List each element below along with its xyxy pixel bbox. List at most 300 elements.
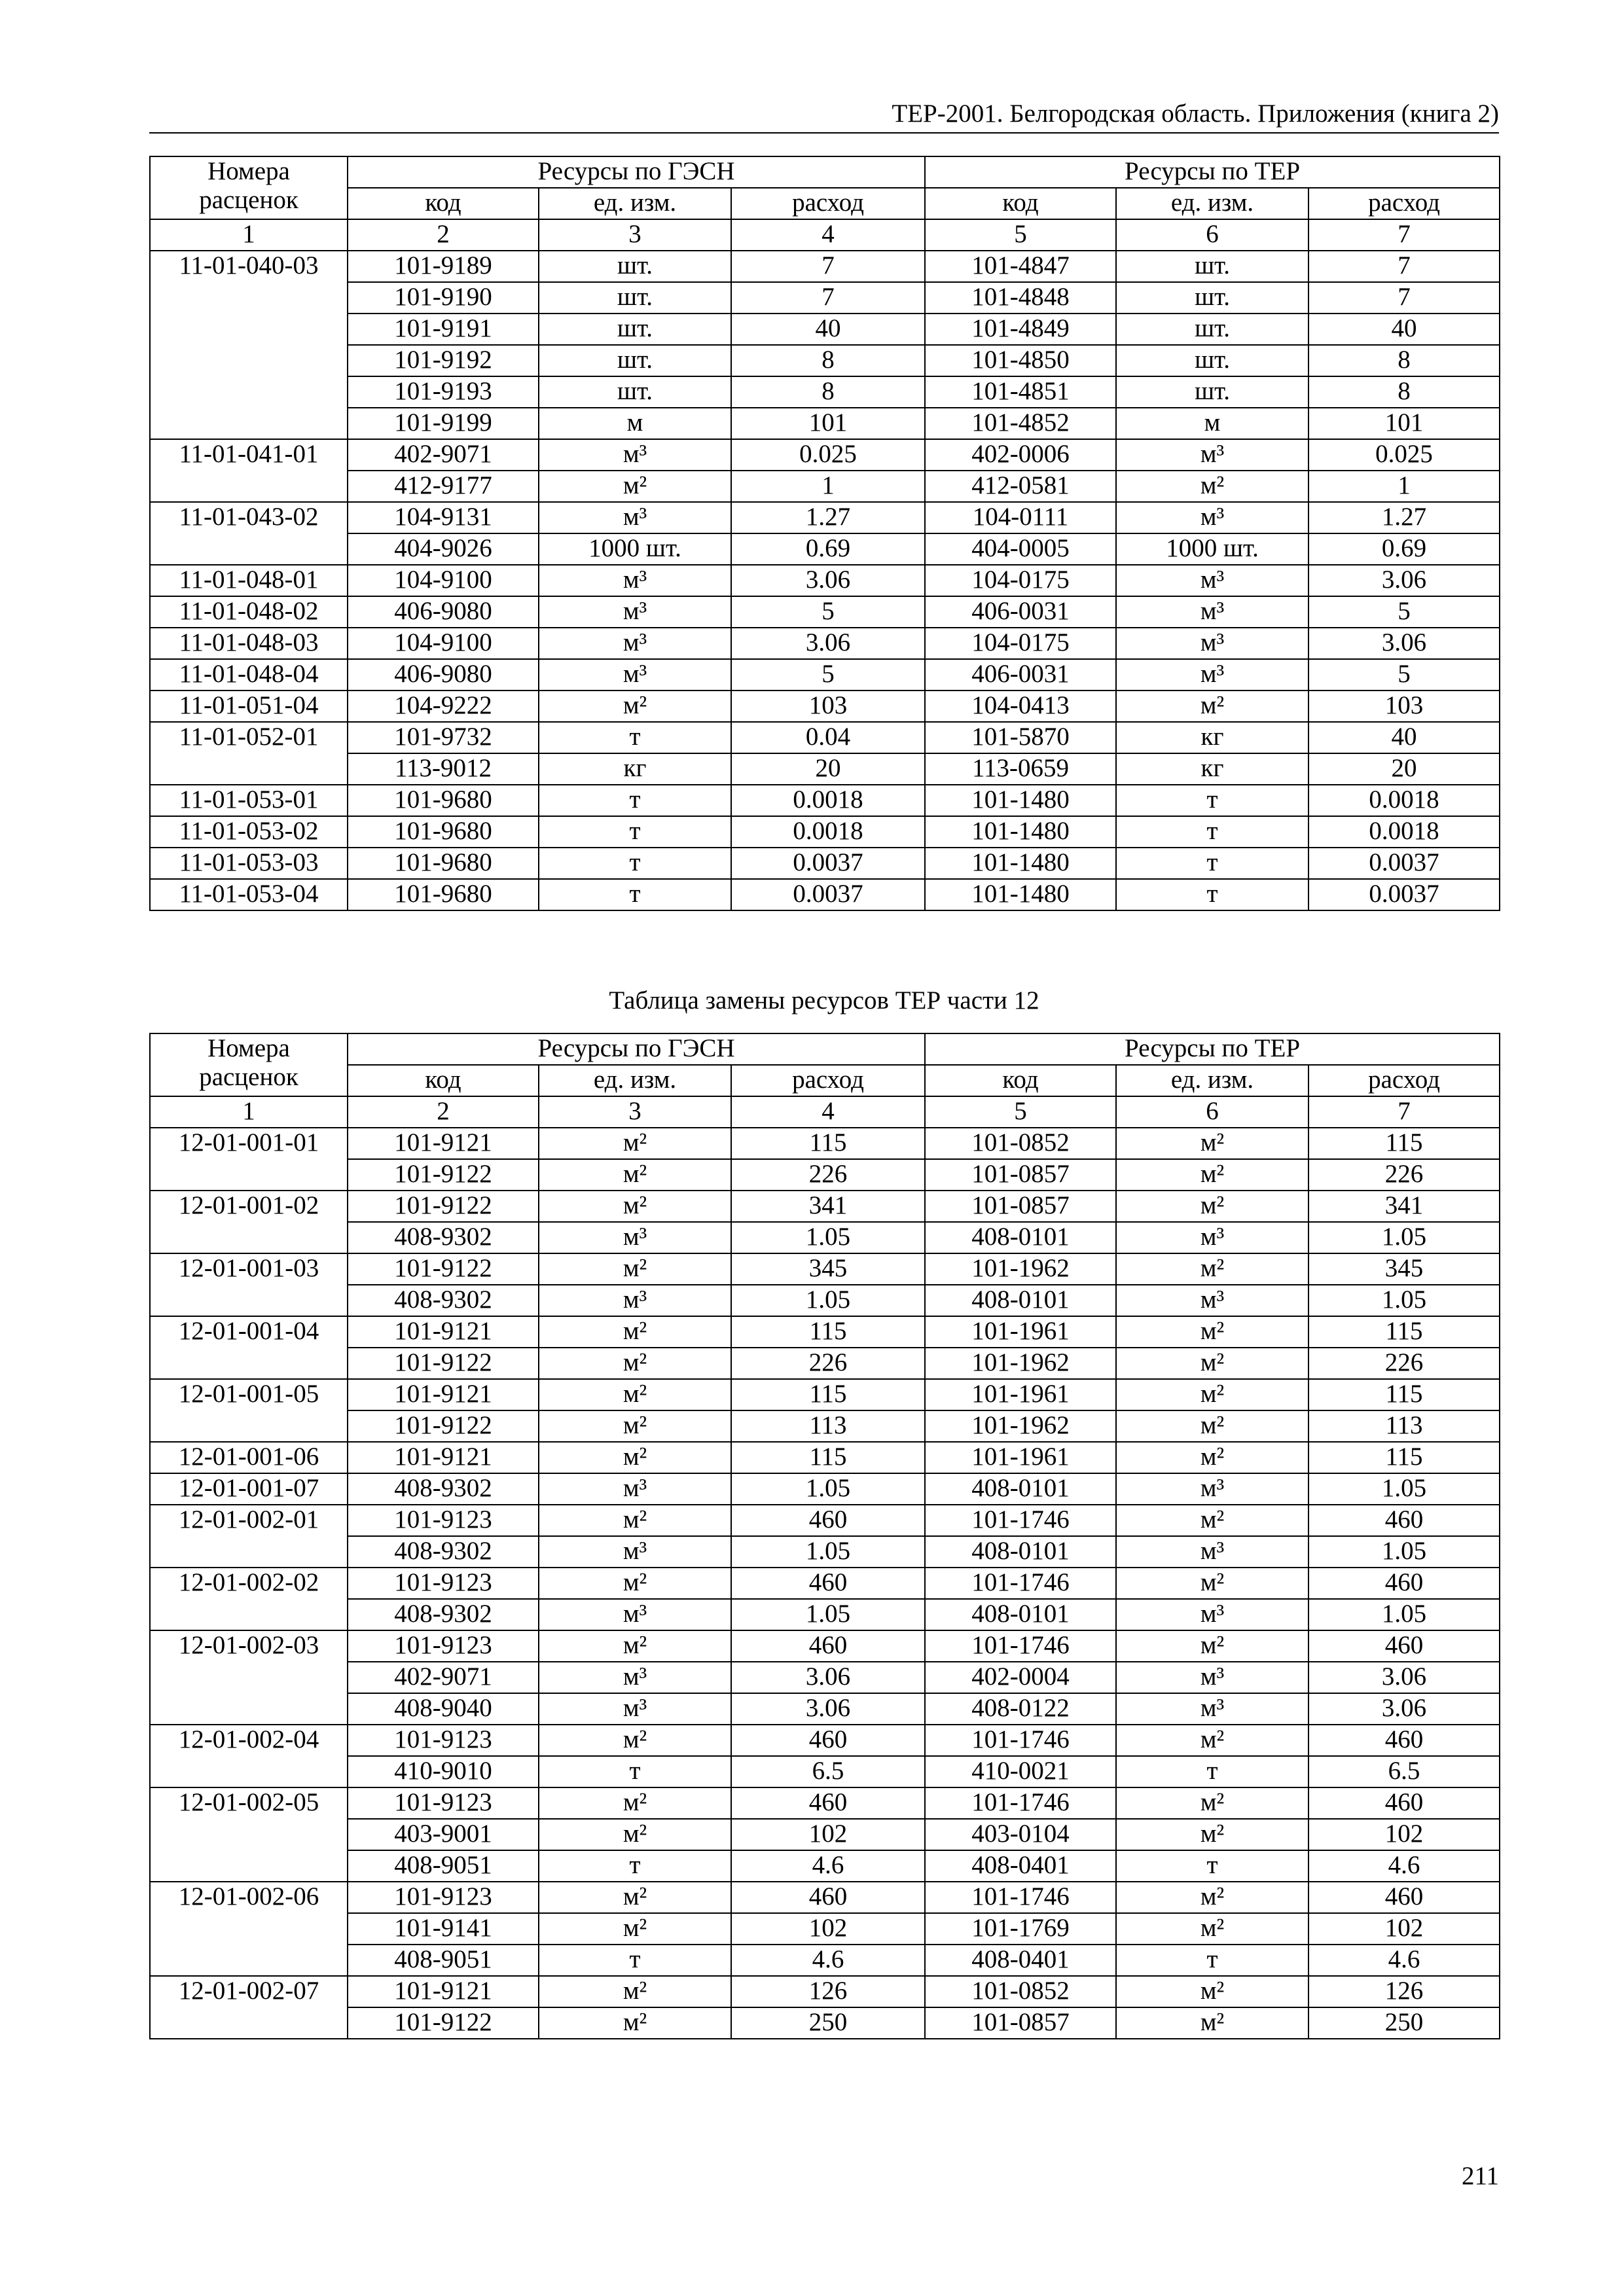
table-row bbox=[150, 659, 1500, 691]
rate-number-cell: 11-01-048-01 bbox=[150, 565, 348, 596]
ter-unit-header: ед. изм. bbox=[1116, 188, 1308, 219]
gesn-consumption-cell: 226 bbox=[731, 1348, 925, 1379]
gesn-code-cell: 406-9080 bbox=[348, 659, 539, 691]
table-row bbox=[150, 1693, 1500, 1725]
ter-code-cell: 104-0175 bbox=[925, 565, 1116, 596]
gesn-code-cell: 408-9302 bbox=[348, 1473, 539, 1505]
gesn-unit-cell: м² bbox=[539, 1976, 731, 2007]
rate-number-cell: 12-01-002-04 bbox=[150, 1725, 348, 1787]
rate-number-cell: 12-01-002-02 bbox=[150, 1568, 348, 1630]
gesn-consumption-cell: 40 bbox=[731, 314, 925, 345]
ter-code-cell: 101-0857 bbox=[925, 2007, 1116, 2039]
rate-number-cell: 12-01-002-05 bbox=[150, 1787, 348, 1882]
rate-number-cell: 12-01-001-03 bbox=[150, 1253, 348, 1316]
table-row bbox=[150, 1348, 1500, 1379]
ter-code-cell: 101-1480 bbox=[925, 785, 1116, 816]
table-row bbox=[150, 1850, 1500, 1882]
table-row bbox=[150, 439, 1500, 471]
ter-group-header: Ресурсы по ТЕР bbox=[925, 1033, 1500, 1065]
ter-unit-cell: м³ bbox=[1116, 565, 1308, 596]
table-row bbox=[150, 1536, 1500, 1568]
ter-consumption-cell: 4.6 bbox=[1308, 1850, 1500, 1882]
table-row bbox=[150, 565, 1500, 596]
rate-number-cell: 11-01-053-03 bbox=[150, 848, 348, 879]
ter-code-cell: 408-0122 bbox=[925, 1693, 1116, 1725]
ter-unit-cell: м³ bbox=[1116, 1693, 1308, 1725]
table-row bbox=[150, 1379, 1500, 1410]
ter-consumption-cell: 341 bbox=[1308, 1191, 1500, 1222]
ter-unit-cell: шт. bbox=[1116, 251, 1308, 282]
gesn-group-header: Ресурсы по ГЭСН bbox=[348, 1033, 925, 1065]
gesn-unit-cell: м² bbox=[539, 1128, 731, 1159]
gesn-unit-cell: м² bbox=[539, 1725, 731, 1756]
ter-unit-cell: м² bbox=[1116, 1442, 1308, 1473]
ter-code-cell: 101-1746 bbox=[925, 1568, 1116, 1599]
ter-consumption-cell: 3.06 bbox=[1308, 1662, 1500, 1693]
ter-code-cell: 101-0857 bbox=[925, 1191, 1116, 1222]
resource-table-part-12 bbox=[149, 1033, 1500, 2039]
gesn-code-cell: 101-9680 bbox=[348, 816, 539, 848]
gesn-unit-cell: кг bbox=[539, 753, 731, 785]
gesn-consumption-cell: 1.05 bbox=[731, 1473, 925, 1505]
table-row bbox=[150, 1285, 1500, 1316]
column-number: 7 bbox=[1308, 1096, 1500, 1128]
ter-group-header: Ресурсы по ТЕР bbox=[925, 156, 1500, 188]
gesn-code-cell: 410-9010 bbox=[348, 1756, 539, 1787]
rate-number-cell: 12-01-001-05 bbox=[150, 1379, 348, 1442]
gesn-consumption-cell: 1 bbox=[731, 471, 925, 502]
ter-unit-cell: м³ bbox=[1116, 1473, 1308, 1505]
gesn-consumption-cell: 7 bbox=[731, 251, 925, 282]
gesn-code-cell: 408-9051 bbox=[348, 1850, 539, 1882]
gesn-code-cell: 104-9100 bbox=[348, 628, 539, 659]
column-number: 2 bbox=[348, 1096, 539, 1128]
ter-consumption-cell: 1.05 bbox=[1308, 1536, 1500, 1568]
table-row bbox=[150, 1756, 1500, 1787]
table-row bbox=[150, 282, 1500, 314]
gesn-code-cell: 101-9123 bbox=[348, 1882, 539, 1913]
table-row bbox=[150, 1662, 1500, 1693]
ter-consumption-cell: 460 bbox=[1308, 1787, 1500, 1819]
ter-consumption-cell: 7 bbox=[1308, 251, 1500, 282]
table-row bbox=[150, 1599, 1500, 1630]
ter-consumption-cell: 3.06 bbox=[1308, 565, 1500, 596]
gesn-consumption-cell: 460 bbox=[731, 1787, 925, 1819]
ter-unit-cell: м² bbox=[1116, 1128, 1308, 1159]
ter-unit-cell: м² bbox=[1116, 1316, 1308, 1348]
gesn-unit-cell: м² bbox=[539, 1442, 731, 1473]
gesn-code-cell: 408-9302 bbox=[348, 1222, 539, 1253]
table-row bbox=[150, 314, 1500, 345]
column-number: 4 bbox=[731, 219, 925, 251]
gesn-unit-header: ед. изм. bbox=[539, 1065, 731, 1096]
gesn-unit-cell: м³ bbox=[539, 1693, 731, 1725]
ter-code-cell: 410-0021 bbox=[925, 1756, 1116, 1787]
table-row bbox=[150, 376, 1500, 408]
ter-unit-cell: шт. bbox=[1116, 282, 1308, 314]
ter-consumption-cell: 102 bbox=[1308, 1913, 1500, 1945]
column-number-row bbox=[150, 219, 1500, 251]
ter-consumption-cell: 345 bbox=[1308, 1253, 1500, 1285]
gesn-unit-cell: м³ bbox=[539, 1662, 731, 1693]
table-row bbox=[150, 1787, 1500, 1819]
gesn-code-cell: 412-9177 bbox=[348, 471, 539, 502]
ter-code-cell: 104-0413 bbox=[925, 691, 1116, 722]
column-number: 3 bbox=[539, 1096, 731, 1128]
ter-code-cell: 406-0031 bbox=[925, 659, 1116, 691]
gesn-unit-cell: м² bbox=[539, 1253, 731, 1285]
rate-number-cell: 12-01-001-01 bbox=[150, 1128, 348, 1191]
ter-unit-cell: м² bbox=[1116, 1819, 1308, 1850]
ter-consumption-cell: 40 bbox=[1308, 722, 1500, 753]
rate-number-cell: 11-01-048-04 bbox=[150, 659, 348, 691]
ter-consumption-cell: 5 bbox=[1308, 659, 1500, 691]
ter-code-cell: 101-0852 bbox=[925, 1976, 1116, 2007]
table-row bbox=[150, 251, 1500, 282]
ter-code-cell: 101-5870 bbox=[925, 722, 1116, 753]
gesn-code-cell: 101-9680 bbox=[348, 785, 539, 816]
header-rule bbox=[149, 132, 1499, 134]
ter-code-cell: 403-0104 bbox=[925, 1819, 1116, 1850]
ter-code-cell: 104-0111 bbox=[925, 502, 1116, 533]
table-row bbox=[150, 1442, 1500, 1473]
gesn-consumption-cell: 3.06 bbox=[731, 565, 925, 596]
gesn-code-cell: 104-9222 bbox=[348, 691, 539, 722]
gesn-unit-cell: м² bbox=[539, 471, 731, 502]
ter-unit-cell: м³ bbox=[1116, 1662, 1308, 1693]
ter-unit-cell: м² bbox=[1116, 1410, 1308, 1442]
gesn-consumption-cell: 102 bbox=[731, 1913, 925, 1945]
ter-code-cell: 101-4848 bbox=[925, 282, 1116, 314]
ter-unit-cell: м bbox=[1116, 408, 1308, 439]
gesn-unit-cell: м² bbox=[539, 1913, 731, 1945]
gesn-code-cell: 402-9071 bbox=[348, 1662, 539, 1693]
gesn-code-header: код bbox=[348, 188, 539, 219]
gesn-code-header: код bbox=[348, 1065, 539, 1096]
rate-number-cell: 11-01-043-02 bbox=[150, 502, 348, 565]
gesn-code-cell: 101-9680 bbox=[348, 879, 539, 910]
table-row bbox=[150, 345, 1500, 376]
gesn-unit-cell: м³ bbox=[539, 439, 731, 471]
gesn-unit-cell: м² bbox=[539, 1819, 731, 1850]
ter-consumption-cell: 226 bbox=[1308, 1348, 1500, 1379]
gesn-unit-cell: м bbox=[539, 408, 731, 439]
table-caption: Таблица замены ресурсов ТЕР части 12 bbox=[609, 986, 1039, 1014]
gesn-code-cell: 101-9191 bbox=[348, 314, 539, 345]
ter-consumption-cell: 115 bbox=[1308, 1442, 1500, 1473]
gesn-consumption-cell: 0.0018 bbox=[731, 816, 925, 848]
ter-code-cell: 101-1961 bbox=[925, 1316, 1116, 1348]
gesn-code-cell: 402-9071 bbox=[348, 439, 539, 471]
ter-unit-cell: м² bbox=[1116, 1505, 1308, 1536]
ter-unit-cell: м² bbox=[1116, 1348, 1308, 1379]
gesn-code-cell: 113-9012 bbox=[348, 753, 539, 785]
gesn-unit-cell: м³ bbox=[539, 659, 731, 691]
ter-consumption-cell: 1.05 bbox=[1308, 1285, 1500, 1316]
column-number: 5 bbox=[925, 1096, 1116, 1128]
rate-number-cell: 11-01-048-02 bbox=[150, 596, 348, 628]
table-row bbox=[150, 2007, 1500, 2039]
gesn-consumption-cell: 1.05 bbox=[731, 1599, 925, 1630]
table-row bbox=[150, 1913, 1500, 1945]
gesn-unit-cell: м² bbox=[539, 1316, 731, 1348]
ter-consumption-cell: 20 bbox=[1308, 753, 1500, 785]
gesn-consumption-cell: 3.06 bbox=[731, 628, 925, 659]
ter-code-cell: 101-1480 bbox=[925, 848, 1116, 879]
gesn-consumption-cell: 1.05 bbox=[731, 1285, 925, 1316]
ter-code-cell: 408-0101 bbox=[925, 1222, 1116, 1253]
table-row bbox=[150, 1725, 1500, 1756]
gesn-consumption-cell: 8 bbox=[731, 345, 925, 376]
rate-number-cell: 12-01-001-06 bbox=[150, 1442, 348, 1473]
ter-consumption-cell: 0.025 bbox=[1308, 439, 1500, 471]
ter-unit-cell: м² bbox=[1116, 1630, 1308, 1662]
gesn-unit-cell: т bbox=[539, 1756, 731, 1787]
table-row bbox=[150, 1568, 1500, 1599]
ter-consumption-header: расход bbox=[1308, 1065, 1500, 1096]
table-row bbox=[150, 879, 1500, 910]
ter-unit-cell: м² bbox=[1116, 1976, 1308, 2007]
ter-code-cell: 101-1962 bbox=[925, 1348, 1116, 1379]
gesn-consumption-cell: 1.05 bbox=[731, 1222, 925, 1253]
ter-consumption-cell: 460 bbox=[1308, 1725, 1500, 1756]
gesn-code-cell: 101-9193 bbox=[348, 376, 539, 408]
ter-code-cell: 408-0101 bbox=[925, 1473, 1116, 1505]
gesn-unit-cell: м² bbox=[539, 2007, 731, 2039]
column-number: 2 bbox=[348, 219, 539, 251]
column-number: 6 bbox=[1116, 219, 1308, 251]
resource-table-part-11 bbox=[149, 156, 1500, 911]
rate-numbers-header-line1: Номера bbox=[208, 1034, 290, 1062]
ter-code-cell: 406-0031 bbox=[925, 596, 1116, 628]
ter-unit-cell: м² bbox=[1116, 1725, 1308, 1756]
ter-unit-cell: м³ bbox=[1116, 1536, 1308, 1568]
ter-consumption-cell: 1.27 bbox=[1308, 502, 1500, 533]
ter-consumption-cell: 7 bbox=[1308, 282, 1500, 314]
column-number: 6 bbox=[1116, 1096, 1308, 1128]
gesn-unit-cell: м² bbox=[539, 1191, 731, 1222]
ter-unit-cell: м² bbox=[1116, 471, 1308, 502]
rate-number-cell: 12-01-001-02 bbox=[150, 1191, 348, 1253]
gesn-code-cell: 408-9040 bbox=[348, 1693, 539, 1725]
ter-consumption-cell: 101 bbox=[1308, 408, 1500, 439]
ter-consumption-cell: 113 bbox=[1308, 1410, 1500, 1442]
gesn-code-cell: 406-9080 bbox=[348, 596, 539, 628]
ter-unit-header: ед. изм. bbox=[1116, 1065, 1308, 1096]
rate-number-cell: 12-01-002-01 bbox=[150, 1505, 348, 1568]
gesn-code-cell: 101-9121 bbox=[348, 1442, 539, 1473]
gesn-unit-cell: м³ bbox=[539, 565, 731, 596]
rate-numbers-header-line2: расценок bbox=[199, 1063, 298, 1091]
gesn-code-cell: 101-9122 bbox=[348, 2007, 539, 2039]
gesn-consumption-cell: 115 bbox=[731, 1379, 925, 1410]
gesn-unit-cell: т bbox=[539, 1850, 731, 1882]
gesn-unit-cell: т bbox=[539, 816, 731, 848]
table-row bbox=[150, 1976, 1500, 2007]
table-row bbox=[150, 1410, 1500, 1442]
gesn-consumption-cell: 115 bbox=[731, 1316, 925, 1348]
ter-code-cell: 408-0101 bbox=[925, 1599, 1116, 1630]
table-row bbox=[150, 1253, 1500, 1285]
gesn-consumption-cell: 0.0037 bbox=[731, 879, 925, 910]
table-row bbox=[150, 722, 1500, 753]
ter-consumption-cell: 115 bbox=[1308, 1128, 1500, 1159]
ter-code-cell: 101-0852 bbox=[925, 1128, 1116, 1159]
ter-code-cell: 404-0005 bbox=[925, 533, 1116, 565]
gesn-consumption-cell: 460 bbox=[731, 1882, 925, 1913]
gesn-unit-cell: м³ bbox=[539, 1285, 731, 1316]
table-row bbox=[150, 596, 1500, 628]
gesn-consumption-cell: 0.025 bbox=[731, 439, 925, 471]
ter-unit-cell: м² bbox=[1116, 1379, 1308, 1410]
ter-consumption-cell: 4.6 bbox=[1308, 1945, 1500, 1976]
gesn-unit-cell: м² bbox=[539, 1379, 731, 1410]
gesn-consumption-cell: 460 bbox=[731, 1725, 925, 1756]
gesn-unit-cell: шт. bbox=[539, 376, 731, 408]
gesn-unit-cell: м² bbox=[539, 1505, 731, 1536]
ter-consumption-cell: 0.0018 bbox=[1308, 785, 1500, 816]
gesn-code-cell: 101-9121 bbox=[348, 1316, 539, 1348]
gesn-consumption-cell: 126 bbox=[731, 1976, 925, 2007]
rate-number-cell: 11-01-048-03 bbox=[150, 628, 348, 659]
gesn-consumption-cell: 103 bbox=[731, 691, 925, 722]
rate-number-cell: 12-01-002-03 bbox=[150, 1630, 348, 1725]
gesn-code-cell: 408-9302 bbox=[348, 1285, 539, 1316]
page-number: 211 bbox=[1461, 2162, 1499, 2190]
ter-unit-cell: м³ bbox=[1116, 1285, 1308, 1316]
gesn-consumption-cell: 4.6 bbox=[731, 1850, 925, 1882]
ter-code-cell: 101-4850 bbox=[925, 345, 1116, 376]
ter-code-cell: 101-1480 bbox=[925, 879, 1116, 910]
ter-code-cell: 408-0101 bbox=[925, 1285, 1116, 1316]
gesn-unit-cell: шт. bbox=[539, 314, 731, 345]
table-row bbox=[150, 1222, 1500, 1253]
gesn-consumption-cell: 101 bbox=[731, 408, 925, 439]
ter-unit-cell: кг bbox=[1116, 753, 1308, 785]
ter-consumption-cell: 115 bbox=[1308, 1379, 1500, 1410]
table-row bbox=[150, 1819, 1500, 1850]
rate-number-cell: 11-01-052-01 bbox=[150, 722, 348, 785]
gesn-code-cell: 101-9121 bbox=[348, 1379, 539, 1410]
gesn-code-cell: 404-9026 bbox=[348, 533, 539, 565]
ter-code-cell: 101-1962 bbox=[925, 1253, 1116, 1285]
ter-unit-cell: м² bbox=[1116, 1568, 1308, 1599]
gesn-consumption-cell: 7 bbox=[731, 282, 925, 314]
rate-number-cell: 11-01-041-01 bbox=[150, 439, 348, 502]
gesn-unit-cell: м³ bbox=[539, 596, 731, 628]
gesn-code-cell: 101-9122 bbox=[348, 1191, 539, 1222]
ter-consumption-cell: 460 bbox=[1308, 1505, 1500, 1536]
gesn-consumption-cell: 3.06 bbox=[731, 1693, 925, 1725]
rate-number-cell: 12-01-001-04 bbox=[150, 1316, 348, 1379]
ter-unit-cell: м³ bbox=[1116, 596, 1308, 628]
ter-code-cell: 101-1746 bbox=[925, 1882, 1116, 1913]
gesn-consumption-cell: 0.69 bbox=[731, 533, 925, 565]
gesn-consumption-cell: 460 bbox=[731, 1505, 925, 1536]
ter-unit-cell: м² bbox=[1116, 2007, 1308, 2039]
ter-consumption-cell: 102 bbox=[1308, 1819, 1500, 1850]
gesn-consumption-cell: 3.06 bbox=[731, 1662, 925, 1693]
gesn-consumption-cell: 460 bbox=[731, 1568, 925, 1599]
gesn-consumption-cell: 345 bbox=[731, 1253, 925, 1285]
ter-unit-cell: м² bbox=[1116, 1882, 1308, 1913]
rate-number-cell: 11-01-053-02 bbox=[150, 816, 348, 848]
table-row bbox=[150, 1505, 1500, 1536]
ter-unit-cell: т bbox=[1116, 879, 1308, 910]
column-number: 7 bbox=[1308, 219, 1500, 251]
table-row bbox=[150, 408, 1500, 439]
ter-code-cell: 101-1769 bbox=[925, 1913, 1116, 1945]
rate-numbers-header-line2: расценок bbox=[199, 186, 298, 214]
ter-unit-cell: м³ bbox=[1116, 1599, 1308, 1630]
gesn-code-cell: 101-9141 bbox=[348, 1913, 539, 1945]
gesn-unit-cell: шт. bbox=[539, 282, 731, 314]
table-row bbox=[150, 848, 1500, 879]
ter-unit-cell: т bbox=[1116, 816, 1308, 848]
gesn-code-cell: 101-9123 bbox=[348, 1568, 539, 1599]
ter-code-cell: 101-4849 bbox=[925, 314, 1116, 345]
table-row bbox=[150, 1945, 1500, 1976]
ter-code-cell: 101-1746 bbox=[925, 1725, 1116, 1756]
table-row bbox=[150, 1159, 1500, 1191]
gesn-unit-cell: т bbox=[539, 879, 731, 910]
gesn-consumption-cell: 0.04 bbox=[731, 722, 925, 753]
gesn-unit-cell: шт. bbox=[539, 251, 731, 282]
gesn-unit-cell: м² bbox=[539, 1410, 731, 1442]
gesn-consumption-cell: 113 bbox=[731, 1410, 925, 1442]
gesn-unit-cell: м² bbox=[539, 1568, 731, 1599]
ter-code-cell: 101-1746 bbox=[925, 1630, 1116, 1662]
ter-consumption-cell: 126 bbox=[1308, 1976, 1500, 2007]
ter-consumption-cell: 3.06 bbox=[1308, 1693, 1500, 1725]
gesn-unit-cell: м³ bbox=[539, 628, 731, 659]
column-number: 3 bbox=[539, 219, 731, 251]
ter-consumption-cell: 6.5 bbox=[1308, 1756, 1500, 1787]
gesn-unit-cell: м³ bbox=[539, 1599, 731, 1630]
table-row bbox=[150, 816, 1500, 848]
ter-consumption-cell: 8 bbox=[1308, 376, 1500, 408]
gesn-unit-cell: м³ bbox=[539, 502, 731, 533]
gesn-consumption-header: расход bbox=[731, 1065, 925, 1096]
ter-consumption-cell: 460 bbox=[1308, 1630, 1500, 1662]
ter-code-cell: 113-0659 bbox=[925, 753, 1116, 785]
table-row bbox=[150, 1128, 1500, 1159]
gesn-code-cell: 101-9123 bbox=[348, 1505, 539, 1536]
header-title: ТЕР-2001. Белгородская область. Приложения (книга 2) bbox=[892, 99, 1499, 128]
table-body bbox=[150, 251, 1500, 910]
gesn-consumption-cell: 115 bbox=[731, 1442, 925, 1473]
ter-consumption-cell: 1.05 bbox=[1308, 1222, 1500, 1253]
gesn-group-header: Ресурсы по ГЭСН bbox=[348, 156, 925, 188]
ter-consumption-cell: 3.06 bbox=[1308, 628, 1500, 659]
gesn-unit-cell: м² bbox=[539, 1630, 731, 1662]
ter-consumption-cell: 8 bbox=[1308, 345, 1500, 376]
table-row bbox=[150, 502, 1500, 533]
table-row bbox=[150, 691, 1500, 722]
ter-consumption-cell: 1.05 bbox=[1308, 1473, 1500, 1505]
table-row bbox=[150, 1630, 1500, 1662]
ter-code-cell: 101-4852 bbox=[925, 408, 1116, 439]
ter-consumption-cell: 5 bbox=[1308, 596, 1500, 628]
ter-consumption-cell: 0.69 bbox=[1308, 533, 1500, 565]
gesn-code-cell: 101-9199 bbox=[348, 408, 539, 439]
ter-consumption-header: расход bbox=[1308, 188, 1500, 219]
table-row bbox=[150, 785, 1500, 816]
ter-unit-cell: 1000 шт. bbox=[1116, 533, 1308, 565]
gesn-consumption-cell: 115 bbox=[731, 1128, 925, 1159]
gesn-consumption-cell: 5 bbox=[731, 596, 925, 628]
ter-code-cell: 402-0006 bbox=[925, 439, 1116, 471]
